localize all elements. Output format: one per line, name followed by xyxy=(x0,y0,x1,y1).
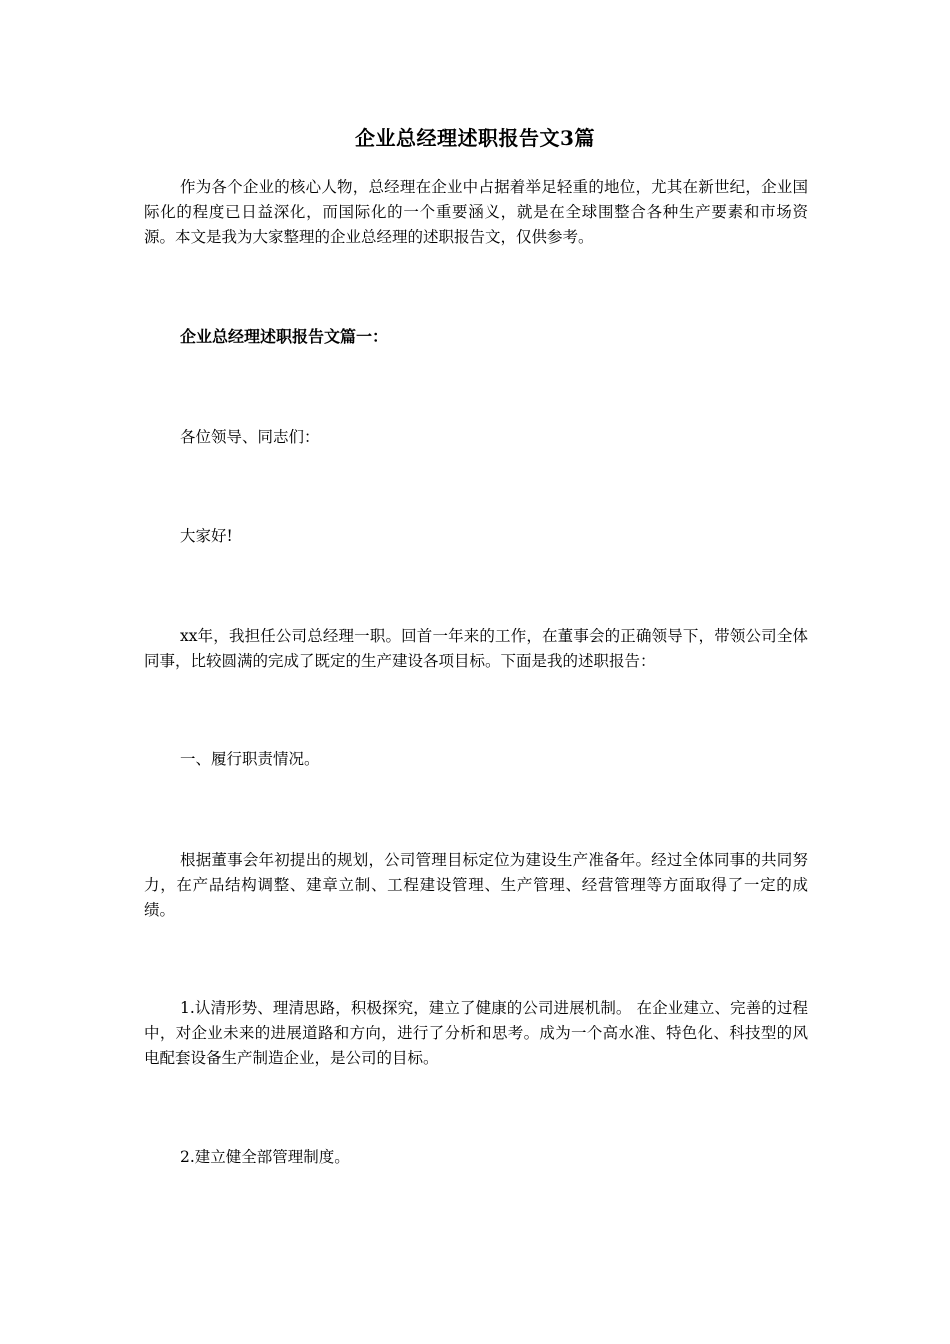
section-heading: 企业总经理述职报告文篇一： xyxy=(180,327,389,346)
body-paragraph-1: xx年，我担任公司总经理一职。回首一年来的工作，在董事会的正确领导下，带领公司全体同事，比较圆满的完成了既定的生产建设各项目标。下面是我的述职报告： xyxy=(144,627,808,670)
item-heading: 一、履行职责情况。 xyxy=(180,750,320,768)
body-paragraph-3: 1.认清形势、理清思路，积极探究，建立了健康的公司进展机制。 在企业建立、完善的过程中，对企业未来的进展道路和方向，进行了分析和思考。成为一个高水准、特色化、科技型的风电配套设备生产制造企业，是公司的目标。 xyxy=(144,999,808,1067)
salutation-text: 各位领导、同志们： xyxy=(180,428,320,446)
body-paragraph-2: 根据董事会年初提出的规划，公司管理目标定位为建设生产准备年。经过全体同事的共同努力，在产品结构调整、建章立制、工程建设管理、生产管理、经营管理等方面取得了一定的成绩。 xyxy=(144,851,808,919)
document-title: 企业总经理述职报告文3篇 xyxy=(355,126,595,150)
body-paragraph-4: 2.建立健全部管理制度。 xyxy=(180,1148,350,1166)
intro-paragraph: 作为各个企业的核心人物，总经理在企业中占据着举足轻重的地位，尤其在新世纪，企业国际化的程度已日益深化，而国际化的一个重要涵义，就是在全球围整合各种生产要素和市场资源。本文是我为大家整理的企业总经理的述职报告文，仅供参考。 xyxy=(144,178,808,246)
greeting-text: 大家好! xyxy=(180,527,233,545)
